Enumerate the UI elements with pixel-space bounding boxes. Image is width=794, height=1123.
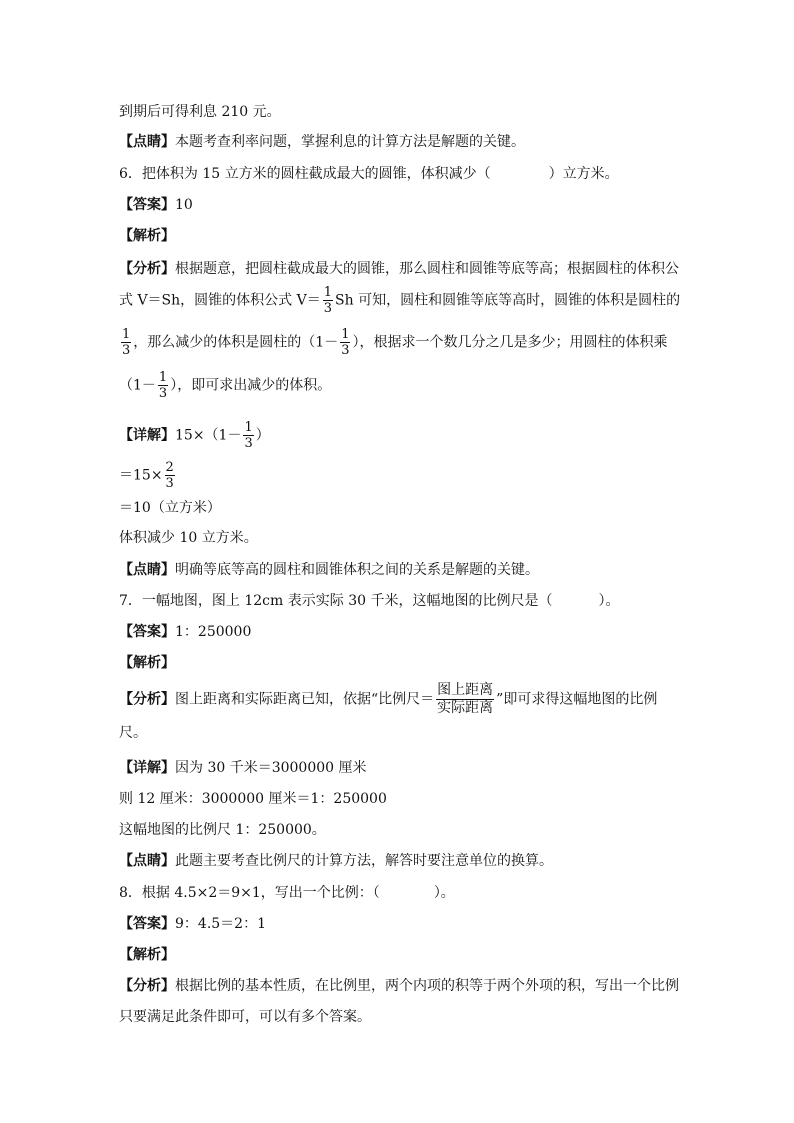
fraction-one-third [158,370,168,401]
question-6 [119,165,619,183]
text: 因为 30 千米＝3000000 厘米 [175,760,367,776]
text: 则 12 厘米：3000000 厘米＝1：250000 [119,791,387,807]
equation-line [119,499,221,517]
denominator: 3 [244,436,253,451]
text: Sh 可知，圆柱和圆锥等底等高时，圆锥的体积是圆柱的 [335,292,681,309]
answer-line [119,623,251,641]
analysis-line [119,682,657,717]
text: 本题考查利率问题，掌握利息的计算方法是解题的关键。 [175,134,525,150]
answer-value: 10 [175,197,193,213]
section-tag: 【分析】 [119,691,175,708]
text: 图上距离和实际距离已知，依据“比例尺＝ [175,691,435,708]
text: 根据比例的基本性质，在比例里，两个内项的积等于两个外项的积，写出一个比例 [175,978,679,994]
text: 这幅地图的比例尺 1：250000。 [119,822,326,838]
numerator: 1 [122,327,131,342]
detail-line [119,420,270,451]
denominator: 3 [158,386,168,401]
analysis-heading [119,946,175,964]
fraction-one-third [121,327,131,358]
question-text: 7．一幅地图，图上 12cm 表示实际 30 千米，这幅地图的比例尺是（ [119,593,553,609]
text: 式 V＝Sh，圆锥的体积公式 V＝ [119,292,321,309]
section-tag: 【解析】 [119,228,175,244]
fraction-one-third [340,327,350,358]
question-8 [119,884,455,902]
question-text: 6．把体积为 15 立方米的圆柱截成最大的圆锥，体积减少（ [119,166,491,182]
note-line [119,852,553,870]
section-tag: 【解析】 [119,947,175,963]
analysis-line [119,260,679,278]
section-tag: 【解析】 [119,655,175,671]
section-tag: 【分析】 [119,978,175,994]
detail-line [119,759,367,777]
section-tag: 【答案】 [119,197,175,213]
question-text: ）立方米。 [548,166,619,182]
question-text: ）。 [598,593,620,609]
fraction-scale-formula [436,682,494,717]
text: （1－ [119,377,156,394]
denominator: 3 [122,343,131,358]
analysis-heading [119,227,175,245]
text: 根据题意，把圆柱截成最大的圆锥，那么圆柱和圆锥等底等高；根据圆柱的体积公 [175,261,679,277]
answer-line [119,196,193,214]
question-text: 8．根据 4.5×2＝9×1，写出一个比例：（ [119,885,380,901]
numerator: 1 [158,370,168,385]
question-7 [119,592,619,610]
note-line [119,561,539,579]
numerator: 2 [165,460,174,475]
denominator: 3 [341,343,350,358]
section-tag: 【点睛】 [119,562,175,578]
text: ） [255,427,270,444]
text-line [119,103,281,121]
text: 体积减少 10 立方米。 [119,530,258,546]
analysis-line [119,977,679,995]
text: ”即可求得这幅地图的比例 [496,691,658,708]
text: ，那么减少的体积是圆柱的（1－ [133,334,339,351]
answer-line [119,915,266,933]
section-tag: 【答案】 [119,624,175,640]
denominator: 实际距离 [437,700,494,716]
text: ），即可求出减少的体积。 [170,377,332,394]
text: 尺。 [119,725,147,741]
numerator: 1 [323,285,333,300]
section-tag: 【点睛】 [119,134,175,150]
note-line [119,133,525,151]
numerator: 1 [341,327,350,342]
answer-value: 9：4.5＝2：1 [175,916,266,932]
equation-line [119,460,177,491]
section-tag: 【点睛】 [119,853,175,869]
analysis-line [119,327,667,358]
analysis-heading [119,654,175,672]
analysis-line [119,370,331,401]
result-line [119,529,258,547]
numerator: 1 [244,420,253,435]
analysis-line [119,724,147,742]
text: 明确等底等高的圆柱和圆锥体积之间的关系是解题的关键。 [175,562,539,578]
section-tag: 【详解】 [119,760,175,776]
fraction-one-third [323,285,333,316]
fraction-two-thirds [165,460,175,491]
section-tag: 【分析】 [119,261,175,277]
text: 15×（1－ [175,427,242,444]
equation-line [119,790,387,808]
question-text: ）。 [433,885,455,901]
section-tag: 【答案】 [119,916,175,932]
text: ），根据求一个数几分之几是多少；用圆柱的体积乘 [352,334,668,351]
analysis-line [119,285,680,316]
denominator: 3 [323,301,333,316]
section-tag: 【详解】 [119,427,175,444]
numerator: 图上距离 [437,682,494,698]
denominator: 3 [165,476,174,491]
answer-value: 1：250000 [175,624,252,640]
text: ＝15× [119,467,163,484]
text: 只要满足此条件即可，可以有多个答案。 [119,1009,371,1025]
fraction-one-third [243,420,253,451]
text: 此题主要考查比例尺的计算方法，解答时要注意单位的换算。 [175,853,553,869]
text: ＝10（立方米） [119,500,221,516]
result-line [119,821,326,839]
analysis-line [119,1008,371,1026]
text: 到期后可得利息 210 元。 [119,104,281,120]
